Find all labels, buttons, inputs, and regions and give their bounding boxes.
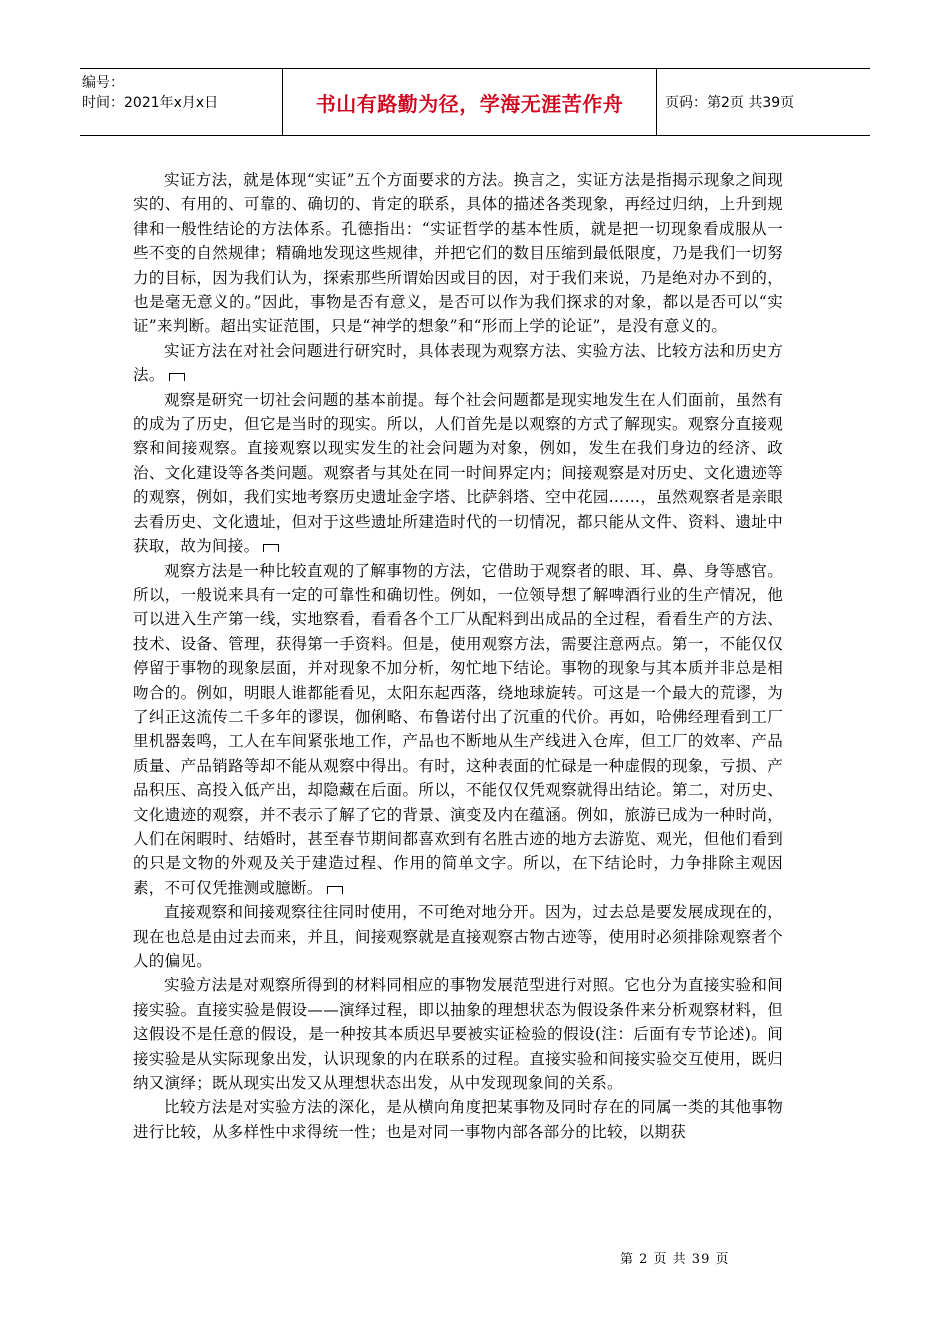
paragraph: 观察是研究一切社会问题的基本前提。每个社会问题都是现实地发生在人们面前，虽然有的成为了历史，但它是当时的现实。所以，人们首先是以观察的方式了解现实。观察分直接观察和间接观察。直接观察以现实发生的社会问题为对象，例如，发生在我们身边的经济、政治、文化建设等各类问题。观察者与其处在同一时间界定内；间接观察是对历史、文化遗迹等的观察，例如，我们实地考察历史遗址金字塔、比萨斜塔、空中花园……，虽然观察者是亲眼去看历史、文化遗址，但对于这些遗址所建造时代的一切情况，都只能从文件、资料、遗址中获取，故为间接。 xyxy=(133,390,783,556)
page-header xyxy=(80,68,870,136)
paragraph: 直接观察和间接观察往往同时使用，不可绝对地分开。因为，过去总是要发展成现在的，现在也总是由过去而来，并且，间接观察就是直接观察古物古迹等，使用时必须排除观察者个人的偏见。 xyxy=(133,903,783,970)
paragraph: 实验方法是对观察所得到的材料同相应的事物发展范型进行对照。它也分为直接实验和间接实验。直接实验是假设——演绎过程，即以抽象的理想状态为假设条件来分析观察材料，但这假设不是任意的假设，是一种按其本质迟早要被实证检验的假设(注：后面有专节论述)。间接实验是从实际现象出发，认识现象的内在联系的过程。直接实验和间接实验交互使用，既归纳又演绎；既从现实出发又从理想状态出发，从中发现现象间的关系。 xyxy=(133,976,783,1093)
header-meta xyxy=(80,69,283,135)
paragraph: 实证方法在对社会问题进行研究时，具体表现为观察方法、实验方法、比较方法和历史方法。 xyxy=(133,341,783,385)
number-label: 编号： xyxy=(82,75,124,91)
page-footer: 第 2 页 共 39 页 xyxy=(620,1252,730,1267)
header-page-info: 页码：第2页 共39页 xyxy=(665,95,795,111)
header-motto: 书山有路勤为径，学海无涯苦作舟 xyxy=(283,69,657,135)
paragraph-mark-icon xyxy=(263,544,279,552)
paragraph: 观察方法是一种比较直观的了解事物的方法，它借助于观察者的眼、耳、鼻、身等感官。所以，一般说来具有一定的可靠性和确切性。例如，一位领导想了解啤酒行业的生产情况，他可以进入生产第一线，实地察看，看看各个工厂从配料到出成品的全过程，看看生产的方法、技术、设备、管理，获得第一手资料。但是，使用观察方法，需要注意两点。第一，不能仅仅停留于事物的现象层面，并对现象不加分析，匆忙地下结论。事物的现象与其本质并非总是相吻合的。例如，明眼人谁都能看见，太阳东起西落，绕地球旋转。可这是一个最大的荒谬，为了纠正这流传二千多年的谬误，伽俐略、布鲁诺付出了沉重的代价。再如，哈佛经理看到工厂里机器轰鸣，工人在车间紧张地工作，产品也不断地从生产线进入仓库，但工厂的效率、产品质量、产品销路等却不能从观察中得出。有时，这种表面的忙碌是一种虚假的现象，亏损、产品积压、高投入低产出，却隐藏在后面。所以，不能仅仅凭观察就得出结论。第二，对历史、文化遗迹的观察，并不表示了解了它的背景、演变及内在蕴涵。例如，旅游已成为一种时尚，人们在闲暇时、结婚时，甚至春节期间都喜欢到有名胜古迹的地方去游览、观光，但他们看到的只是文物的外观及关于建造过程、作用的简单文字。所以，在下结论时，力争排除主观因素，不可仅凭推测或臆断。 xyxy=(133,561,783,897)
time-label: 时间：2021年x月x日 xyxy=(82,95,219,111)
paragraph: 实证方法，就是体现“实证”五个方面要求的方法。换言之，实证方法是指揭示现象之间现实的、有用的、可靠的、确切的、肯定的联系，具体的描述各类现象，再经过归纳，上升到规律和一般性结论的方法体系。孔德指出：“实证哲学的基本性质，就是把一切现象看成服从一些不变的自然规律；精确地发现这些规律，并把它们的数目压缩到最低限度，乃是我们一切努力的目标，因为我们认为，探索那些所谓始因或目的因，对于我们来说，乃是绝对办不到的，也是毫无意义的。”因此，事物是否有意义，是否可以作为我们探求的对象，都以是否可以“实证”来判断。超出实证范围，只是“神学的想象”和“形而上学的论证”，是没有意义的。 xyxy=(133,171,783,336)
document-body xyxy=(133,168,783,1144)
paragraph: 比较方法是对实验方法的深化，是从横向角度把某事物及同时存在的同属一类的其他事物进行比较，从多样性中求得统一性；也是对同一事物内部各部分的比较，以期获 xyxy=(133,1098,783,1141)
paragraph-mark-icon xyxy=(327,886,343,894)
paragraph-mark-icon xyxy=(169,373,185,381)
